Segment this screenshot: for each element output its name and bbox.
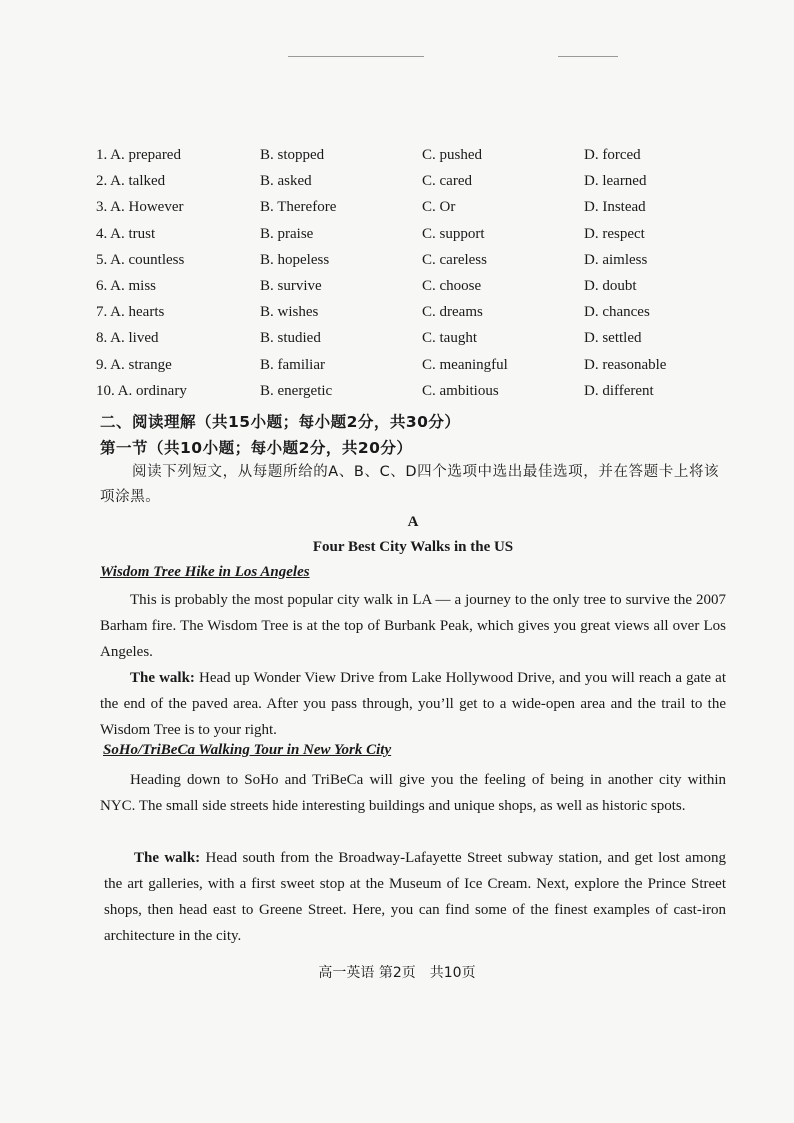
option-row	[96, 381, 736, 407]
option-row	[96, 250, 736, 276]
option-b: B. stopped	[260, 147, 325, 163]
option-a: 3. A. However	[96, 199, 184, 216]
option-row	[96, 276, 736, 302]
option-c: C. choose	[422, 277, 482, 294]
option-d: D. reasonable	[584, 356, 667, 373]
option-c: C. support	[422, 225, 485, 242]
option-d: D. different	[584, 382, 654, 399]
option-d: D. aimless	[584, 251, 648, 268]
walk-description-la: This is probably the most popular city walk in LA — a journey to the only tree to survive the 2007 Barham fire. The Wisdom Tree is at the top of Burbank Peak, which gives you great views all over Los Angeles.	[100, 592, 726, 660]
option-c: C. dreams	[422, 304, 483, 321]
option-c: C. taught	[422, 330, 477, 347]
option-d: D. settled	[584, 330, 642, 347]
page-footer: 高一英语 第2页 共10页	[318, 965, 476, 981]
option-a: 1. A. prepared	[96, 147, 181, 163]
part-title: 第一节（共10小题；每小题2分，共20分）	[100, 439, 413, 457]
section-title: 二、阅读理解（共15小题；每小题2分，共30分）	[100, 413, 461, 431]
walk-heading-la: Wisdom Tree Hike in Los Angeles	[100, 564, 310, 580]
option-c: C. pushed	[422, 147, 482, 163]
option-b: B. familiar	[260, 356, 325, 373]
option-a: 6. A. miss	[96, 277, 157, 294]
option-row	[96, 328, 736, 354]
option-c: C. meaningful	[422, 356, 508, 373]
walk-label: The walk:	[130, 670, 195, 686]
option-row	[96, 355, 736, 381]
option-a: 10. A. ordinary	[96, 382, 187, 399]
option-d: D. doubt	[584, 277, 637, 294]
walk-route-nyc	[104, 845, 726, 949]
header-rule-left	[288, 56, 424, 57]
walk-route-text: Head south from the Broadway-Lafayette Street subway station, and get lost among the art galleries, with a first sweet stop at the Museum of Ice Cream. Next, explore the Prince Street shops, then head east to Greene Street. Here, you can find some of the finest examples of cast-iron architecture in the city.	[104, 850, 726, 944]
walk-route-la	[100, 665, 726, 743]
instructions: 阅读下列短文，从每题所给的A、B、C、D四个选项中选出最佳选项，并在答题卡上将该项涂黑。	[100, 464, 720, 505]
option-row	[96, 224, 736, 250]
option-row	[96, 197, 736, 223]
option-c: C. Or	[422, 199, 456, 216]
option-d: D. forced	[584, 147, 641, 163]
walk-route-text: Head up Wonder View Drive from Lake Hollywood Drive, and you will reach a gate at the end of the paved area. After you pass through, you’ll get to a wide-open area and the trail to the Wisdom Tree is to your right.	[100, 670, 726, 738]
option-d: D. learned	[584, 173, 647, 190]
option-d: D. Instead	[584, 199, 646, 216]
option-a: 9. A. strange	[96, 356, 172, 373]
option-a: 8. A. lived	[96, 330, 159, 347]
option-a: 5. A. countless	[96, 251, 185, 268]
cloze-options-list	[96, 145, 736, 407]
option-b: B. asked	[260, 173, 312, 190]
walk-description-nyc: Heading down to SoHo and TriBeCa will give you the feeling of being in another city within NYC. The small side streets hide interesting buildings and unique shops, as well as historic spots.	[100, 772, 726, 814]
passage-title: Four Best City Walks in the US	[312, 539, 514, 555]
passage-letter: A	[407, 514, 419, 530]
option-b: B. praise	[260, 225, 314, 242]
option-b: B. studied	[260, 330, 321, 347]
option-row	[96, 145, 736, 171]
option-b: B. wishes	[260, 304, 319, 321]
option-d: D. respect	[584, 225, 645, 242]
option-a: 2. A. talked	[96, 173, 166, 190]
option-c: C. careless	[422, 251, 487, 268]
walk-heading-nyc: SoHo/TriBeCa Walking Tour in New York City	[103, 742, 392, 758]
option-c: C. ambitious	[422, 382, 499, 399]
option-b: B. energetic	[260, 382, 333, 399]
option-b: B. survive	[260, 277, 322, 294]
walk-label: The walk:	[134, 850, 201, 866]
option-d: D. chances	[584, 304, 650, 321]
option-c: C. cared	[422, 173, 472, 190]
option-b: B. Therefore	[260, 199, 337, 216]
option-row	[96, 171, 736, 197]
option-b: B. hopeless	[260, 251, 330, 268]
option-a: 7. A. hearts	[96, 304, 165, 321]
header-rule-right	[558, 56, 618, 57]
option-row	[96, 302, 736, 328]
option-a: 4. A. trust	[96, 225, 156, 242]
